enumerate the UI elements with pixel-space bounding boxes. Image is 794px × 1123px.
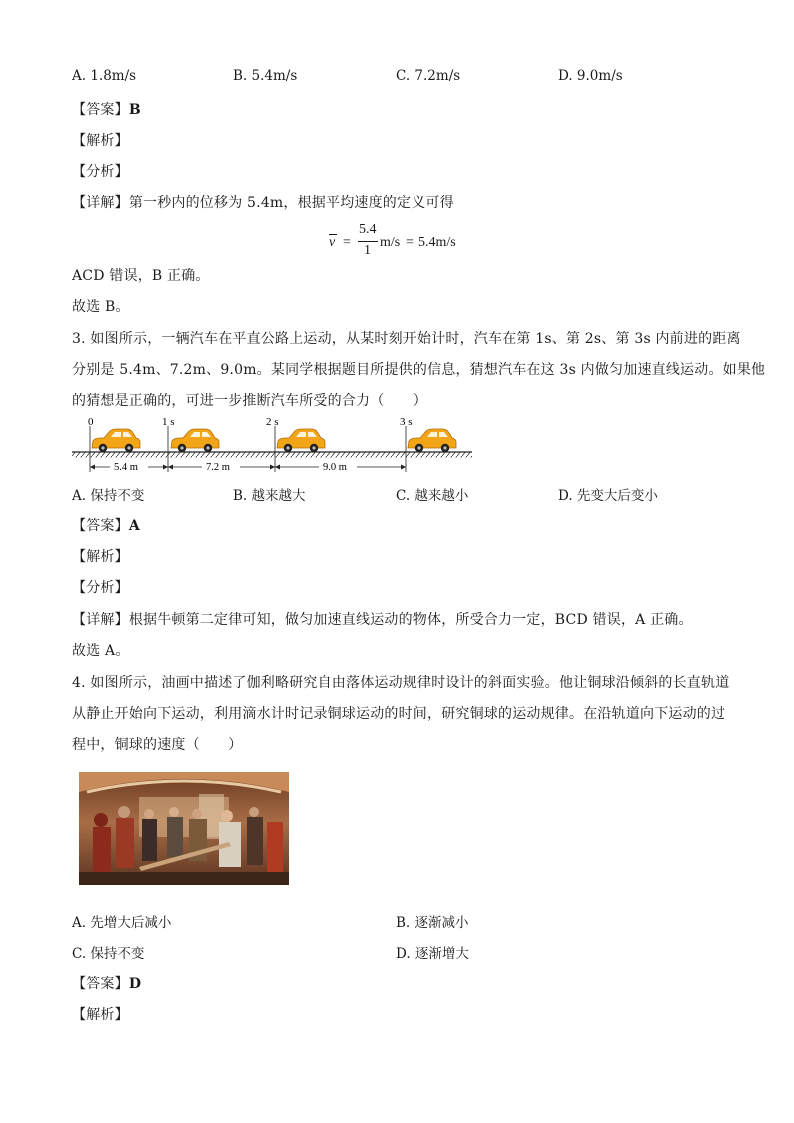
q2-option-a: A. 1.8m/s <box>72 68 137 84</box>
q4-option-d: D. 逐渐增大 <box>396 946 469 962</box>
q2-jiexi-tag: 【解析】 <box>72 133 129 149</box>
q3-fenxi-tag: 【分析】 <box>72 580 129 596</box>
q3-option-b: B. 越来越大 <box>233 488 306 504</box>
q2-option-b: B. 5.4m/s <box>233 68 298 84</box>
formula-rhs: 5.4m/s <box>418 235 456 250</box>
q2-line-after: ACD 错误，B 正确。 <box>72 268 210 284</box>
distance-label-2: 7.2 m <box>206 462 230 473</box>
q4-option-a: A. 先增大后减小 <box>72 915 172 931</box>
q4-option-c: C. 保持不变 <box>72 946 145 962</box>
distance-label-3: 9.0 m <box>323 462 347 473</box>
q3-option-d: D. 先变大后变小 <box>558 488 658 504</box>
detail-text: 第一秒内的位移为 5.4m，根据平均速度的定义可得 <box>128 195 454 211</box>
q4-stem-line-2: 从静止开始向下运动，利用滴水计时记录铜球运动的时间，研究铜球的运动规律。在沿轨道向下运动的过 <box>72 706 726 722</box>
q4-option-b: B. 逐渐减小 <box>396 915 469 931</box>
car-icon-3 <box>408 429 456 452</box>
detail-tag: 【详解】 <box>72 612 129 628</box>
formula-numerator: 5.4 <box>359 222 377 237</box>
q3-option-c: C. 越来越小 <box>396 488 469 504</box>
time-label-0: 0 <box>88 416 94 428</box>
q2-option-c: C. 7.2m/s <box>396 68 461 84</box>
q3-stem-line-2: 分别是 5.4m、7.2m、9.0m。某同学根据题目所提供的信息，猜想汽车在这 3s 内做匀加速直线运动。如果他 <box>72 362 766 378</box>
detail-tag: 【详解】 <box>72 195 129 211</box>
galileo-painting-image <box>79 772 289 885</box>
road-hatching <box>72 453 472 458</box>
formula-eq-2: = <box>406 235 414 250</box>
q4-answer-line <box>72 973 141 993</box>
detail-text: 根据牛顿第二定律可知，做匀加速直线运动的物体，所受合力一定，BCD 错误，A 正确。 <box>128 612 693 628</box>
car-icon-2 <box>277 429 325 452</box>
formula-unit: m/s <box>380 235 401 250</box>
answer-value: B <box>128 102 141 118</box>
q3-stem-line-3: 的猜想是正确的，可进一步推断汽车所受的合力（ ） <box>72 393 427 409</box>
distance-label-1: 5.4 m <box>114 462 138 473</box>
q2-conclusion: 故选 B。 <box>72 299 130 315</box>
answer-value: A <box>128 518 140 534</box>
average-velocity-formula <box>329 222 469 262</box>
q2-fenxi-tag: 【分析】 <box>72 164 129 180</box>
q4-stem-line-1: 4. 如图所示，油画中描述了伽利略研究自由落体运动规律时设计的斜面实验。他让铜球沿倾斜的长直轨道 <box>72 675 730 691</box>
q4-jiexi-tag: 【解析】 <box>72 1007 129 1023</box>
car-icon-1 <box>171 429 219 452</box>
car-motion-figure <box>72 414 482 476</box>
q3-answer-line <box>72 515 140 535</box>
q3-detail-line <box>72 609 693 629</box>
answer-tag: 【答案】 <box>72 518 129 534</box>
q3-stem-line-1: 3. 如图所示，一辆汽车在平直公路上运动，从某时刻开始计时，汽车在第 1s、第 2s、第 3s 内前进的距离 <box>72 331 741 347</box>
answer-value: D <box>128 976 142 992</box>
q3-jiexi-tag: 【解析】 <box>72 549 129 565</box>
q3-conclusion: 故选 A。 <box>72 643 130 659</box>
fraction-bar <box>358 241 378 242</box>
q2-answer-line <box>72 99 141 119</box>
answer-tag: 【答案】 <box>72 102 129 118</box>
answer-tag: 【答案】 <box>72 976 129 992</box>
formula-eq: = <box>343 235 351 250</box>
time-label-3s: 3 s <box>400 416 413 428</box>
time-label-1s: 1 s <box>162 416 175 428</box>
q4-stem-line-3: 程中，铜球的速度（ ） <box>72 737 243 753</box>
formula-vbar <box>329 234 337 235</box>
car-icon-0 <box>92 429 140 452</box>
formula-lhs: v <box>329 235 336 250</box>
q2-option-d: D. 9.0m/s <box>558 68 623 84</box>
time-label-2s: 2 s <box>266 416 279 428</box>
formula-denominator: 1 <box>364 243 371 258</box>
q3-option-a: A. 保持不变 <box>72 488 145 504</box>
q2-detail-line <box>72 192 454 212</box>
